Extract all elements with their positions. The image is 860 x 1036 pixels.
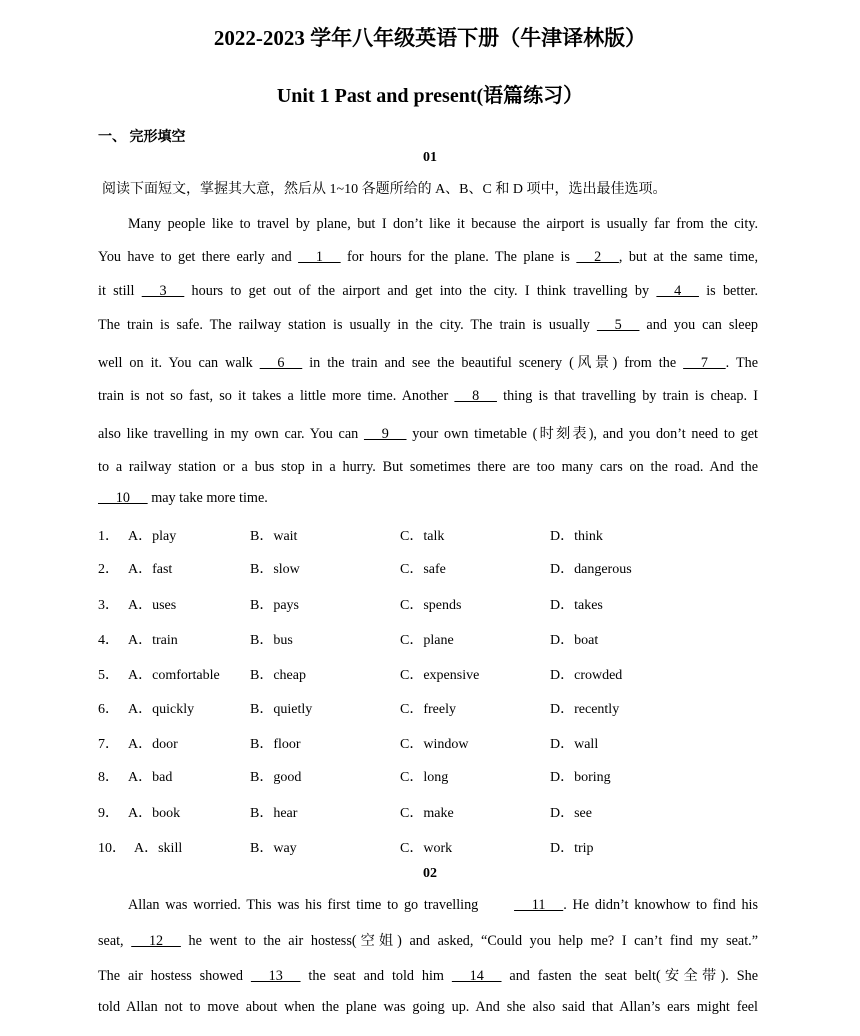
passage-text: and fasten the seat belt(安全带). She	[501, 968, 758, 984]
passage-text: thing is that travelling by train is cheap. I	[496, 388, 758, 404]
question-row	[98, 629, 718, 649]
question-row	[98, 664, 718, 684]
passage-1-line	[98, 423, 758, 443]
option-a[interactable]: A．quickly	[128, 702, 195, 717]
question-row	[98, 558, 718, 578]
page-title: 2022-2023 学年八年级英语下册（牛津译林版）	[213, 26, 647, 50]
passage-text: Many people like to travel by plane, but I don’t like it because the airport is usually far from the city.	[128, 216, 758, 232]
passage-1-line	[98, 388, 758, 405]
passage-text: is better.	[698, 283, 759, 299]
question-row	[98, 698, 718, 718]
blank-3[interactable]: 3	[141, 283, 185, 299]
passage-2-line	[98, 930, 758, 950]
blank-5[interactable]: 5	[596, 317, 640, 333]
passage-text: seat,	[98, 933, 132, 949]
question-number: 6．	[98, 702, 119, 717]
passage-text: The air hostess showed	[98, 968, 251, 984]
option-a[interactable]: A．play	[128, 529, 177, 544]
option-d[interactable]: D．crowded	[550, 668, 623, 683]
question-number: 5．	[98, 668, 119, 683]
question-row	[98, 766, 718, 786]
option-d[interactable]: D．takes	[550, 598, 603, 613]
instruction-text: 阅读下面短文，掌握其大意，然后从 1~10 各题所给的 A、B、C 和 D 项中，选出最佳选项。	[102, 182, 667, 197]
option-d[interactable]: D．think	[550, 529, 603, 544]
blank-12[interactable]: 12	[131, 933, 181, 949]
question-number: 10．	[98, 841, 126, 856]
part-number-01: 01	[423, 150, 437, 165]
passage-2-line	[98, 965, 758, 985]
question-row	[98, 525, 718, 545]
option-b[interactable]: B．way	[250, 841, 297, 856]
passage-1-line	[98, 490, 758, 507]
passage-text: hours to get out of the airport and get into the city. I think travelling by	[184, 283, 657, 299]
option-a[interactable]: A．train	[128, 633, 178, 648]
passage-text: also like travelling in my own car. You can	[98, 426, 364, 442]
passage-text: and you can sleep	[639, 317, 758, 333]
option-a[interactable]: A．uses	[128, 598, 177, 613]
option-c[interactable]: C．plane	[400, 633, 454, 648]
passage-1-line	[98, 352, 758, 372]
option-d[interactable]: D．see	[550, 806, 592, 821]
option-c[interactable]: C．freely	[400, 702, 456, 717]
option-b[interactable]: B．cheap	[250, 668, 306, 683]
option-c[interactable]: C．talk	[400, 529, 445, 544]
option-b[interactable]: B．hear	[250, 806, 298, 821]
blank-10[interactable]: 10	[98, 490, 148, 506]
option-a[interactable]: A．fast	[128, 562, 173, 577]
option-d[interactable]: D．boring	[550, 770, 611, 785]
option-b[interactable]: B．good	[250, 770, 302, 785]
passage-text: to a railway station or a bus stop in a hurry. But sometimes there are too many cars on the road. And the	[98, 459, 758, 475]
option-b[interactable]: B．wait	[250, 529, 298, 544]
blank-7[interactable]: 7	[683, 355, 726, 371]
question-number: 7．	[98, 737, 119, 752]
passage-1-line	[98, 283, 758, 300]
option-c[interactable]: C．window	[400, 737, 469, 752]
option-a[interactable]: A．door	[128, 737, 178, 752]
question-row	[98, 594, 718, 614]
option-a[interactable]: A．skill	[134, 841, 183, 856]
passage-text: it still	[98, 283, 142, 299]
blank-2[interactable]: 2	[576, 249, 619, 265]
blank-4[interactable]: 4	[656, 283, 699, 299]
question-number: 3．	[98, 598, 119, 613]
question-row	[98, 837, 718, 857]
option-b[interactable]: B．quietly	[250, 702, 313, 717]
blank-13[interactable]: 13	[250, 968, 301, 984]
question-row	[98, 802, 718, 822]
part-number-02: 02	[423, 866, 437, 881]
passage-text: . He didn’t knowhow to find his	[563, 897, 758, 913]
option-b[interactable]: B．pays	[250, 598, 299, 613]
question-number: 1．	[98, 529, 119, 544]
passage-2-line	[98, 897, 758, 914]
passage-text: Allan was worried. This was his first time to go travelling	[128, 897, 485, 913]
option-b[interactable]: B．floor	[250, 737, 301, 752]
option-a[interactable]: A．bad	[128, 770, 173, 785]
passage-text: , but at the same time,	[618, 249, 759, 265]
option-d[interactable]: D．recently	[550, 702, 620, 717]
passage-text: well on it. You can walk	[98, 355, 260, 371]
passage-text: your own timetable (时刻表), and you don’t need to get	[406, 426, 758, 442]
option-d[interactable]: D．dangerous	[550, 562, 632, 577]
passage-text: You have to get there early and	[98, 249, 299, 265]
passage-text: the seat and told him	[300, 968, 452, 984]
blank-14[interactable]: 14	[451, 968, 502, 984]
option-d[interactable]: D．wall	[550, 737, 599, 752]
option-d[interactable]: D．boat	[550, 633, 599, 648]
passage-1-line	[98, 249, 758, 266]
option-c[interactable]: C．make	[400, 806, 454, 821]
passage-1-line	[98, 216, 758, 233]
question-number: 8．	[98, 770, 119, 785]
passage-text: in the train and see the beautiful scenery (风景) from the	[302, 355, 684, 371]
question-number: 4．	[98, 633, 119, 648]
passage-text: for hours for the plane. The plane is	[340, 249, 577, 265]
option-c[interactable]: C．long	[400, 770, 449, 785]
passage-2-line	[98, 999, 758, 1016]
passage-text: . The	[725, 355, 758, 371]
option-c[interactable]: C．work	[400, 841, 453, 856]
option-b[interactable]: B．slow	[250, 562, 300, 577]
page-subtitle: Unit 1 Past and present(语篇练习）	[276, 85, 584, 107]
question-number: 2．	[98, 562, 119, 577]
blank-9[interactable]: 9	[363, 426, 407, 442]
passage-1-line	[98, 459, 758, 476]
option-c[interactable]: C．safe	[400, 562, 446, 577]
blank-11[interactable]: 11	[514, 897, 564, 913]
passage-text: train is not so fast, so it takes a little more time. Another	[98, 388, 455, 404]
blank-6[interactable]: 6	[259, 355, 303, 371]
question-row	[98, 733, 718, 753]
section-heading: 一、 完形填空	[98, 130, 186, 145]
blank-1[interactable]: 1	[298, 249, 341, 265]
passage-text: The train is safe. The railway station is usually in the city. The train is usually	[98, 317, 597, 333]
option-d[interactable]: D．trip	[550, 841, 594, 856]
passage-text: he went to the air hostess(空姐) and asked, “Could you help me? I can’t find my seat.”	[180, 933, 758, 949]
option-a[interactable]: A．comfortable	[128, 668, 220, 683]
passage-1-line	[98, 317, 758, 334]
option-c[interactable]: C．spends	[400, 598, 462, 613]
passage-text: may take more time.	[147, 490, 268, 506]
question-number: 9．	[98, 806, 119, 821]
option-b[interactable]: B．bus	[250, 633, 293, 648]
option-c[interactable]: C．expensive	[400, 668, 480, 683]
passage-text: told Allan not to move about when the plane was going up. And she also said that Allan’s ears might feel	[98, 999, 758, 1015]
option-a[interactable]: A．book	[128, 806, 181, 821]
blank-8[interactable]: 8	[454, 388, 497, 404]
